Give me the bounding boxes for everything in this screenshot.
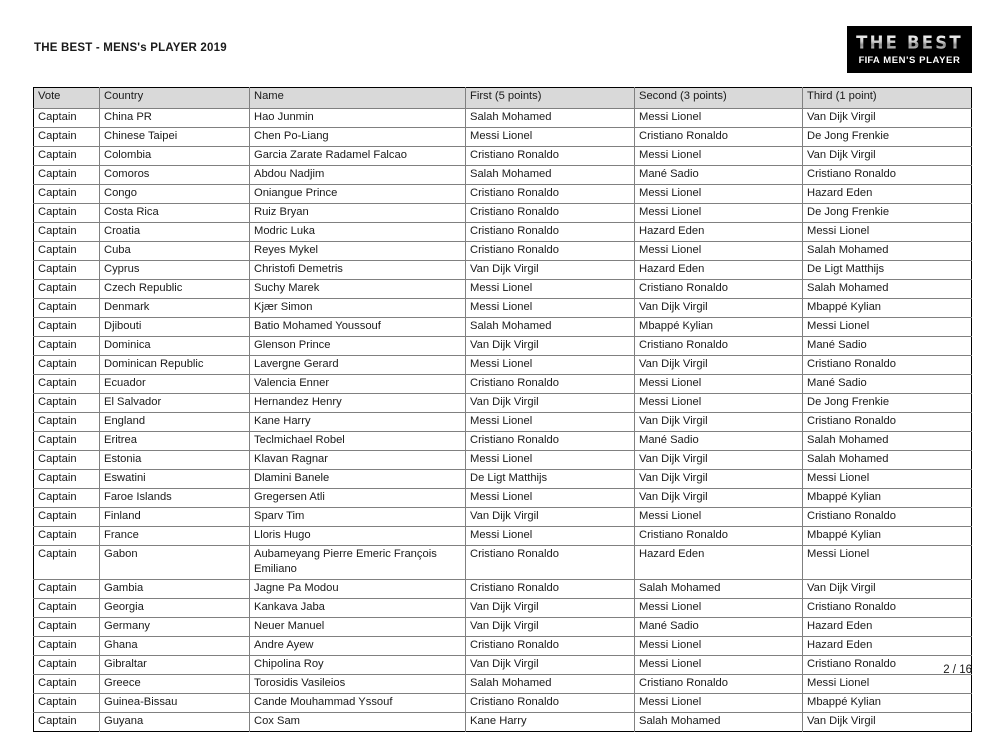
cell-first-vote: Salah Mohamed	[466, 318, 635, 337]
table-row	[34, 713, 972, 732]
cell-country: Chinese Taipei	[100, 128, 250, 147]
cell-name: Batio Mohamed Youssouf	[250, 318, 466, 337]
cell-vote: Captain	[34, 675, 100, 694]
table-header	[34, 88, 972, 109]
column-header-name: Name	[250, 88, 466, 109]
table-row	[34, 337, 972, 356]
cell-second-vote: Hazard Eden	[635, 261, 803, 280]
cell-second-vote: Mané Sadio	[635, 618, 803, 637]
vote-table-container	[33, 87, 971, 732]
cell-vote: Captain	[34, 356, 100, 375]
cell-name: Andre Ayew	[250, 637, 466, 656]
cell-country: Dominican Republic	[100, 356, 250, 375]
cell-third-vote: Salah Mohamed	[803, 432, 972, 451]
cell-second-vote: Messi Lionel	[635, 242, 803, 261]
cell-third-vote: Messi Lionel	[803, 470, 972, 489]
cell-name: Klavan Ragnar	[250, 451, 466, 470]
cell-country: Denmark	[100, 299, 250, 318]
table-row	[34, 204, 972, 223]
cell-second-vote: Messi Lionel	[635, 508, 803, 527]
cell-country: England	[100, 413, 250, 432]
cell-name: Cande Mouhammad Yssouf	[250, 694, 466, 713]
fifa-the-best-logo	[847, 26, 972, 73]
cell-name: Cox Sam	[250, 713, 466, 732]
cell-second-vote: Van Dijk Virgil	[635, 489, 803, 508]
cell-first-vote: Van Dijk Virgil	[466, 337, 635, 356]
cell-name: Sparv Tim	[250, 508, 466, 527]
cell-vote: Captain	[34, 694, 100, 713]
cell-third-vote: De Jong Frenkie	[803, 128, 972, 147]
cell-second-vote: Messi Lionel	[635, 656, 803, 675]
cell-vote: Captain	[34, 451, 100, 470]
cell-first-vote: Cristiano Ronaldo	[466, 580, 635, 599]
cell-country: Ecuador	[100, 375, 250, 394]
cell-third-vote: Mbappé Kylian	[803, 489, 972, 508]
cell-second-vote: Hazard Eden	[635, 546, 803, 580]
cell-third-vote: Mbappé Kylian	[803, 527, 972, 546]
cell-vote: Captain	[34, 618, 100, 637]
logo-subtitle	[847, 55, 972, 66]
cell-second-vote: Van Dijk Virgil	[635, 299, 803, 318]
cell-vote: Captain	[34, 109, 100, 128]
cell-third-vote: Salah Mohamed	[803, 280, 972, 299]
cell-third-vote: Salah Mohamed	[803, 242, 972, 261]
cell-vote: Captain	[34, 318, 100, 337]
cell-first-vote: Cristiano Ronaldo	[466, 223, 635, 242]
cell-third-vote: Cristiano Ronaldo	[803, 599, 972, 618]
cell-country: Greece	[100, 675, 250, 694]
cell-country: Czech Republic	[100, 280, 250, 299]
cell-third-vote: Messi Lionel	[803, 223, 972, 242]
cell-second-vote: Van Dijk Virgil	[635, 356, 803, 375]
column-header-country: Country	[100, 88, 250, 109]
cell-country: Colombia	[100, 147, 250, 166]
cell-third-vote: Hazard Eden	[803, 618, 972, 637]
cell-first-vote: Messi Lionel	[466, 489, 635, 508]
cell-third-vote: Hazard Eden	[803, 637, 972, 656]
cell-vote: Captain	[34, 394, 100, 413]
table-row	[34, 318, 972, 337]
cell-second-vote: Messi Lionel	[635, 599, 803, 618]
cell-country: Germany	[100, 618, 250, 637]
column-header-first: First (5 points)	[466, 88, 635, 109]
cell-second-vote: Cristiano Ronaldo	[635, 128, 803, 147]
cell-vote: Captain	[34, 432, 100, 451]
cell-first-vote: Salah Mohamed	[466, 166, 635, 185]
cell-country: Guyana	[100, 713, 250, 732]
cell-third-vote: Mané Sadio	[803, 375, 972, 394]
table-row	[34, 508, 972, 527]
cell-first-vote: Van Dijk Virgil	[466, 618, 635, 637]
table-row	[34, 694, 972, 713]
table-row	[34, 470, 972, 489]
cell-second-vote: Mané Sadio	[635, 432, 803, 451]
cell-third-vote: Cristiano Ronaldo	[803, 166, 972, 185]
table-row	[34, 128, 972, 147]
cell-name: Glenson Prince	[250, 337, 466, 356]
cell-country: Eritrea	[100, 432, 250, 451]
cell-third-vote: Cristiano Ronaldo	[803, 413, 972, 432]
cell-name: Suchy Marek	[250, 280, 466, 299]
page-number: 2 / 16	[943, 664, 972, 676]
cell-second-vote: Mbappé Kylian	[635, 318, 803, 337]
cell-first-vote: Cristiano Ronaldo	[466, 204, 635, 223]
cell-vote: Captain	[34, 223, 100, 242]
cell-vote: Captain	[34, 204, 100, 223]
cell-name: Ruiz Bryan	[250, 204, 466, 223]
cell-first-vote: Cristiano Ronaldo	[466, 546, 635, 580]
table-row	[34, 546, 972, 580]
cell-third-vote: Hazard Eden	[803, 185, 972, 204]
cell-vote: Captain	[34, 147, 100, 166]
cell-first-vote: Van Dijk Virgil	[466, 394, 635, 413]
table-row	[34, 599, 972, 618]
cell-first-vote: Van Dijk Virgil	[466, 508, 635, 527]
cell-first-vote: Messi Lionel	[466, 413, 635, 432]
cell-vote: Captain	[34, 242, 100, 261]
cell-first-vote: Cristiano Ronaldo	[466, 432, 635, 451]
page-title: THE BEST - MENS's PLAYER 2019	[34, 42, 227, 54]
cell-second-vote: Van Dijk Virgil	[635, 413, 803, 432]
cell-name: Chipolina Roy	[250, 656, 466, 675]
table-row	[34, 299, 972, 318]
cell-vote: Captain	[34, 656, 100, 675]
cell-first-vote: Cristiano Ronaldo	[466, 147, 635, 166]
cell-country: Costa Rica	[100, 204, 250, 223]
cell-country: Guinea-Bissau	[100, 694, 250, 713]
table-body	[34, 109, 972, 732]
table-row	[34, 394, 972, 413]
table-row	[34, 432, 972, 451]
cell-third-vote: Van Dijk Virgil	[807, 715, 876, 727]
cell-second-vote: Van Dijk Virgil	[635, 470, 803, 489]
cell-vote: Captain	[34, 280, 100, 299]
cell-name: Hernandez Henry	[250, 394, 466, 413]
column-header-second: Second (3 points)	[635, 88, 803, 109]
cell-country: Faroe Islands	[100, 489, 250, 508]
cell-second-vote: Salah Mohamed	[635, 580, 803, 599]
cell-name: Kjær Simon	[250, 299, 466, 318]
table-row	[34, 261, 972, 280]
cell-first-vote: Van Dijk Virgil	[466, 656, 635, 675]
table-row	[34, 637, 972, 656]
cell-vote: Captain	[34, 413, 100, 432]
cell-vote: Captain	[34, 166, 100, 185]
cell-name: Aubameyang Pierre Emeric François Emiliano	[250, 546, 466, 580]
cell-vote: Captain	[34, 527, 100, 546]
table-row	[34, 451, 972, 470]
cell-name: Kankava Jaba	[250, 599, 466, 618]
cell-third-vote: Mbappé Kylian	[803, 299, 972, 318]
cell-third-vote: Messi Lionel	[803, 675, 972, 694]
cell-second-vote: Salah Mohamed	[635, 713, 803, 732]
table-row	[34, 109, 972, 128]
table-row	[34, 375, 972, 394]
cell-country: Gibraltar	[100, 656, 250, 675]
cell-name: Oniangue Prince	[250, 185, 466, 204]
cell-name: Abdou Nadjim	[250, 166, 466, 185]
cell-vote: Captain	[34, 508, 100, 527]
cell-vote: Captain	[34, 185, 100, 204]
cell-third-vote: Messi Lionel	[803, 546, 972, 580]
cell-country: Comoros	[100, 166, 250, 185]
cell-name: Modric Luka	[250, 223, 466, 242]
cell-second-vote: Messi Lionel	[635, 375, 803, 394]
cell-country: Croatia	[100, 223, 250, 242]
cell-name: Torosidis Vasileios	[250, 675, 466, 694]
document-footer	[0, 664, 1008, 694]
cell-first-vote: Messi Lionel	[466, 299, 635, 318]
cell-second-vote: Cristiano Ronaldo	[635, 280, 803, 299]
cell-third-vote: De Ligt Matthijs	[803, 261, 972, 280]
cell-country: Cuba	[100, 242, 250, 261]
cell-second-vote: Hazard Eden	[635, 223, 803, 242]
table-row	[34, 413, 972, 432]
cell-country: El Salvador	[100, 394, 250, 413]
cell-vote: Captain	[34, 375, 100, 394]
cell-country: France	[100, 527, 250, 546]
table-row	[34, 280, 972, 299]
cell-first-vote: Messi Lionel	[466, 356, 635, 375]
cell-first-vote: Cristiano Ronaldo	[466, 694, 635, 713]
cell-name: Lloris Hugo	[250, 527, 466, 546]
cell-country: Ghana	[100, 637, 250, 656]
cell-second-vote: Messi Lionel	[635, 204, 803, 223]
cell-first-vote: Messi Lionel	[466, 451, 635, 470]
cell-first-vote: Messi Lionel	[466, 280, 635, 299]
cell-third-vote: Van Dijk Virgil	[803, 109, 972, 128]
table-row	[34, 185, 972, 204]
cell-country: Dominica	[100, 337, 250, 356]
table-row	[34, 618, 972, 637]
cell-name: Gregersen Atli	[250, 489, 466, 508]
cell-name: Lavergne Gerard	[250, 356, 466, 375]
cell-name: Dlamini Banele	[250, 470, 466, 489]
cell-name: Teclmichael Robel	[250, 432, 466, 451]
vote-table	[33, 87, 972, 732]
cell-first-vote: De Ligt Matthijs	[466, 470, 635, 489]
cell-name: Christofi Demetris	[250, 261, 466, 280]
cell-vote: Captain	[34, 337, 100, 356]
table-row	[34, 147, 972, 166]
cell-second-vote: Cristiano Ronaldo	[635, 337, 803, 356]
logo-fifa-text: FIFA	[858, 55, 880, 66]
table-header-row	[34, 88, 972, 109]
cell-first-vote: Cristiano Ronaldo	[466, 637, 635, 656]
cell-first-vote: Kane Harry	[466, 713, 635, 732]
cell-first-vote: Messi Lionel	[466, 128, 635, 147]
cell-second-vote: Mané Sadio	[635, 166, 803, 185]
cell-second-vote: Van Dijk Virgil	[635, 451, 803, 470]
table-row	[34, 223, 972, 242]
table-row	[34, 580, 972, 599]
cell-first-vote: Van Dijk Virgil	[466, 261, 635, 280]
cell-second-vote: Cristiano Ronaldo	[635, 675, 803, 694]
cell-vote: Captain	[34, 470, 100, 489]
cell-country: Finland	[100, 508, 250, 527]
cell-name: Chen Po-Liang	[250, 128, 466, 147]
cell-second-vote: Messi Lionel	[635, 109, 803, 128]
cell-third-vote: Van Dijk Virgil	[803, 580, 972, 599]
cell-country: Gabon	[100, 546, 250, 580]
table-row	[34, 242, 972, 261]
cell-first-vote: Cristiano Ronaldo	[466, 242, 635, 261]
logo-wordmark: THE BEST	[847, 33, 972, 53]
cell-first-vote: Salah Mohamed	[466, 675, 635, 694]
cell-third-vote: De Jong Frenkie	[803, 204, 972, 223]
cell-first-vote: Van Dijk Virgil	[466, 599, 635, 618]
cell-second-vote: Messi Lionel	[635, 694, 803, 713]
column-header-third: Third (1 point)	[803, 88, 972, 109]
cell-name: Garcia Zarate Radamel Falcao	[250, 147, 466, 166]
cell-vote: Captain	[34, 637, 100, 656]
cell-third-vote: Salah Mohamed	[803, 451, 972, 470]
cell-third-vote: Cristiano Ronaldo	[803, 356, 972, 375]
cell-country: Georgia	[100, 599, 250, 618]
column-header-vote: Vote	[34, 88, 100, 109]
table-row	[34, 166, 972, 185]
cell-second-vote: Messi Lionel	[635, 147, 803, 166]
cell-third-vote: Mbappé Kylian	[803, 694, 972, 713]
logo-category-text: MEN'S PLAYER	[879, 55, 961, 66]
cell-first-vote: Messi Lionel	[466, 527, 635, 546]
cell-second-vote: Messi Lionel	[635, 394, 803, 413]
cell-name: Hao Junmin	[250, 109, 466, 128]
cell-second-vote: Messi Lionel	[635, 637, 803, 656]
cell-first-vote: Salah Mohamed	[466, 109, 635, 128]
cell-name: Kane Harry	[250, 413, 466, 432]
cell-vote: Captain	[34, 128, 100, 147]
document-header	[0, 0, 1008, 86]
cell-vote: Captain	[34, 299, 100, 318]
cell-name: Reyes Mykel	[250, 242, 466, 261]
cell-country: Djibouti	[100, 318, 250, 337]
cell-second-vote: Cristiano Ronaldo	[635, 527, 803, 546]
cell-name: Valencia Enner	[250, 375, 466, 394]
cell-vote: Captain	[34, 261, 100, 280]
cell-country: Estonia	[100, 451, 250, 470]
cell-third-vote: Cristiano Ronaldo	[803, 656, 972, 675]
table-row	[34, 356, 972, 375]
cell-second-vote: Messi Lionel	[635, 185, 803, 204]
cell-third-vote: Cristiano Ronaldo	[803, 508, 972, 527]
cell-vote: Captain	[34, 489, 100, 508]
cell-vote: Captain	[34, 713, 100, 732]
cell-vote: Captain	[34, 546, 100, 580]
cell-name: Neuer Manuel	[250, 618, 466, 637]
cell-country: Cyprus	[100, 261, 250, 280]
table-row	[34, 489, 972, 508]
cell-country: Eswatini	[100, 470, 250, 489]
cell-third-vote: Messi Lionel	[803, 318, 972, 337]
cell-name: Jagne Pa Modou	[250, 580, 466, 599]
cell-country: Congo	[100, 185, 250, 204]
cell-vote: Captain	[34, 599, 100, 618]
cell-country: Gambia	[100, 580, 250, 599]
cell-country: China PR	[100, 109, 250, 128]
cell-first-vote: Cristiano Ronaldo	[466, 185, 635, 204]
cell-third-vote: Van Dijk Virgil	[803, 147, 972, 166]
cell-vote: Captain	[34, 580, 100, 599]
cell-third-vote: De Jong Frenkie	[803, 394, 972, 413]
table-row	[34, 527, 972, 546]
cell-first-vote: Cristiano Ronaldo	[466, 375, 635, 394]
cell-third-vote: Mané Sadio	[803, 337, 972, 356]
